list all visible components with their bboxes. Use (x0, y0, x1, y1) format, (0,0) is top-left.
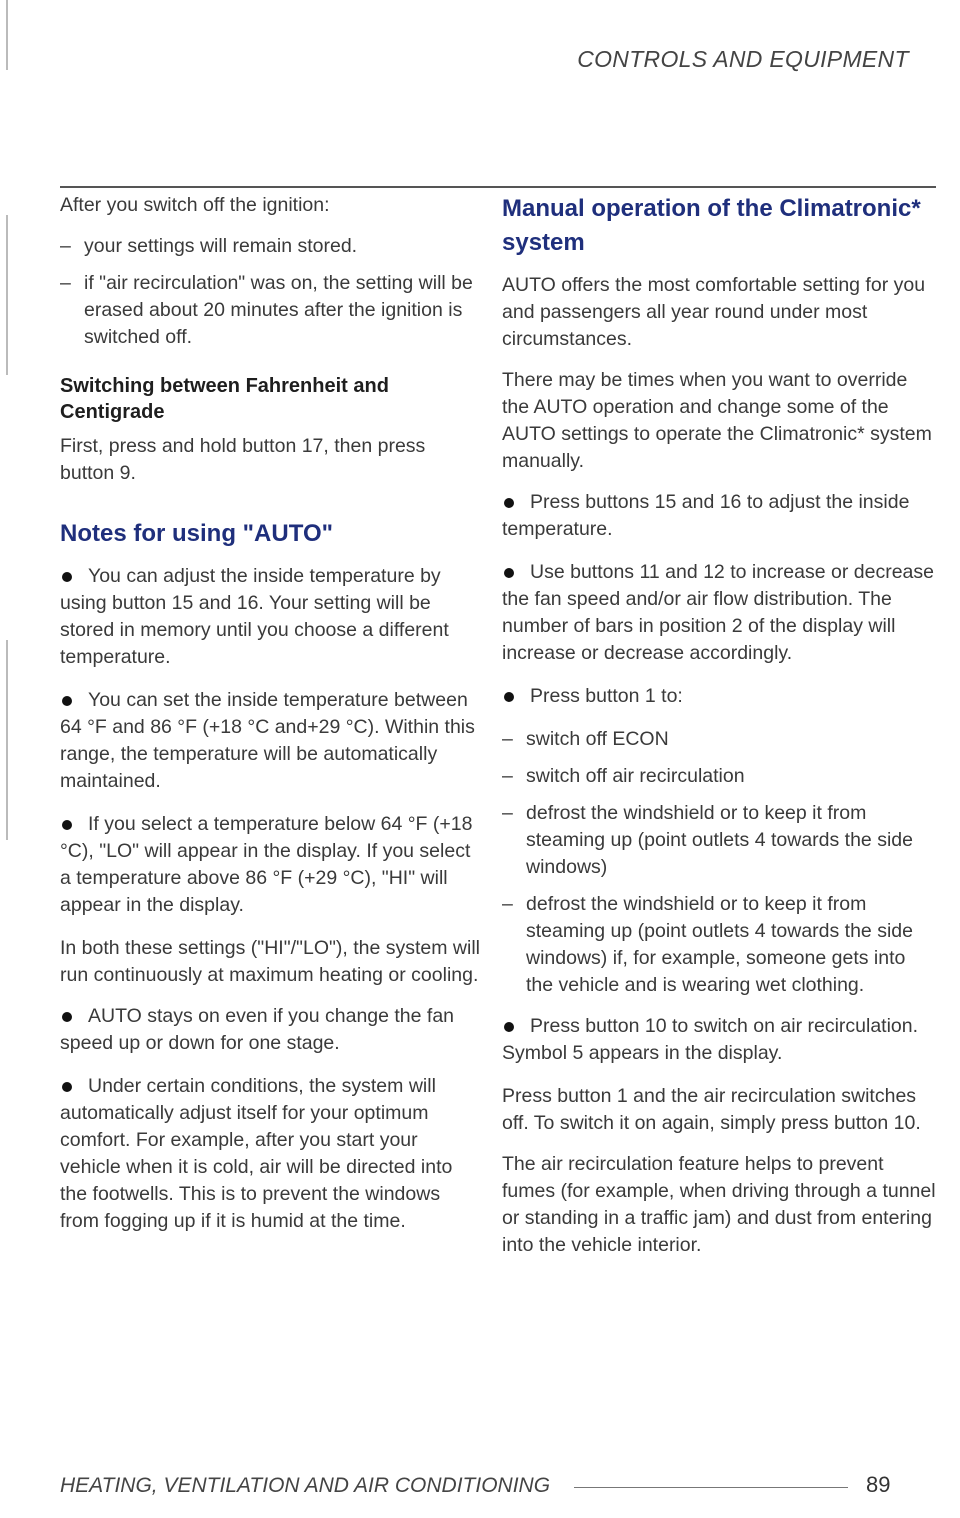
bullet-item: Under certain conditions, the system will automatically adjust itself for your optimum comfort. For example, after you start your vehicle when it is cold, air will be directed into the footwells. This is to prevent the windows from fogging up if it is humid at the time. (60, 1073, 480, 1235)
dash-item: – switch off ECON (502, 726, 936, 753)
dash-item: – switch off air recirculation (502, 763, 936, 790)
bullet-item: Use buttons 11 and 12 to increase or decrease the fan speed and/or air flow distribution. The number of bars in position 2 of the display will increase or decrease accordingly. (502, 559, 936, 667)
footer-section-title: HEATING, VENTILATION AND AIR CONDITIONING (60, 1474, 551, 1497)
header-rule (60, 186, 936, 188)
left-column (60, 192, 480, 1251)
dash-item: – defrost the windshield or to keep it from steaming up (point outlets 4 towards the side windows) (502, 800, 936, 881)
page-header-title: CONTROLS AND EQUIPMENT (577, 46, 909, 72)
bullet-item: If you select a temperature below 64 °F (+18 °C), "LO" will appear in the display. If you select a temperature above 86 °F (+29 °C), "HI" will appear in the display. (60, 811, 480, 919)
press-button-1-text: Press button 1 and the air recirculation switches off. To switch it on again, simply press button 10. (502, 1085, 921, 1134)
page-edge-mark (6, 640, 8, 840)
auto-intro-text: AUTO offers the most comfortable setting for you and passengers all year round under most circumstances. (502, 274, 926, 350)
bullet-item: Press button 1 to: (502, 683, 936, 710)
manual-operation-heading: Manual operation of the Climatronic* system (502, 195, 921, 256)
switch-units-heading: Switching between Fahrenheit and Centigrade (60, 375, 389, 423)
bullet-item: Press buttons 15 and 16 to adjust the inside temperature. (502, 489, 936, 543)
bullet-item: You can adjust the inside temperature by using button 15 and 16. Your setting will be stored in memory until you choose a different temperature. (60, 563, 480, 671)
notes-auto-heading: Notes for using "AUTO" (60, 520, 333, 547)
recirculation-feature-text: The air recirculation feature helps to prevent fumes (for example, when driving through a tunnel or standing in a traffic jam) and dust from entering into the vehicle interior. (502, 1153, 936, 1256)
switch-units-text: First, press and hold button 17, then press button 9. (60, 435, 426, 484)
override-text: There may be times when you want to override the AUTO operation and change some of the AUTO settings to operate the Climatronic* system manually. (502, 369, 932, 472)
after-ignition-intro: After you switch off the ignition: (60, 194, 330, 216)
page-edge-mark (6, 0, 8, 70)
page-edge-mark (6, 215, 8, 375)
page-number: 89 (866, 1472, 891, 1497)
dash-item: – if "air recirculation" was on, the setting will be erased about 20 minutes after the ignition is switched off. (60, 270, 480, 351)
bullet-item: Press button 10 to switch on air recirculation. Symbol 5 appears in the display. (502, 1013, 936, 1067)
footer-rule (574, 1487, 848, 1488)
dash-item: – your settings will remain stored. (60, 233, 480, 260)
both-settings-text: In both these settings ("HI"/"LO"), the system will run continuously at maximum heating or cooling. (60, 937, 481, 986)
bullet-item: You can set the inside temperature between 64 °F and 86 °F (+18 °C and+29 °C). Within this range, the temperature will be automatically maintained. (60, 687, 480, 795)
right-column (502, 192, 936, 1273)
dash-item: – defrost the windshield or to keep it from steaming up (point outlets 4 towards the side windows) if, for example, someone gets into the vehicle and is wearing wet clothing. (502, 891, 936, 999)
bullet-item: AUTO stays on even if you change the fan speed up or down for one stage. (60, 1003, 480, 1057)
